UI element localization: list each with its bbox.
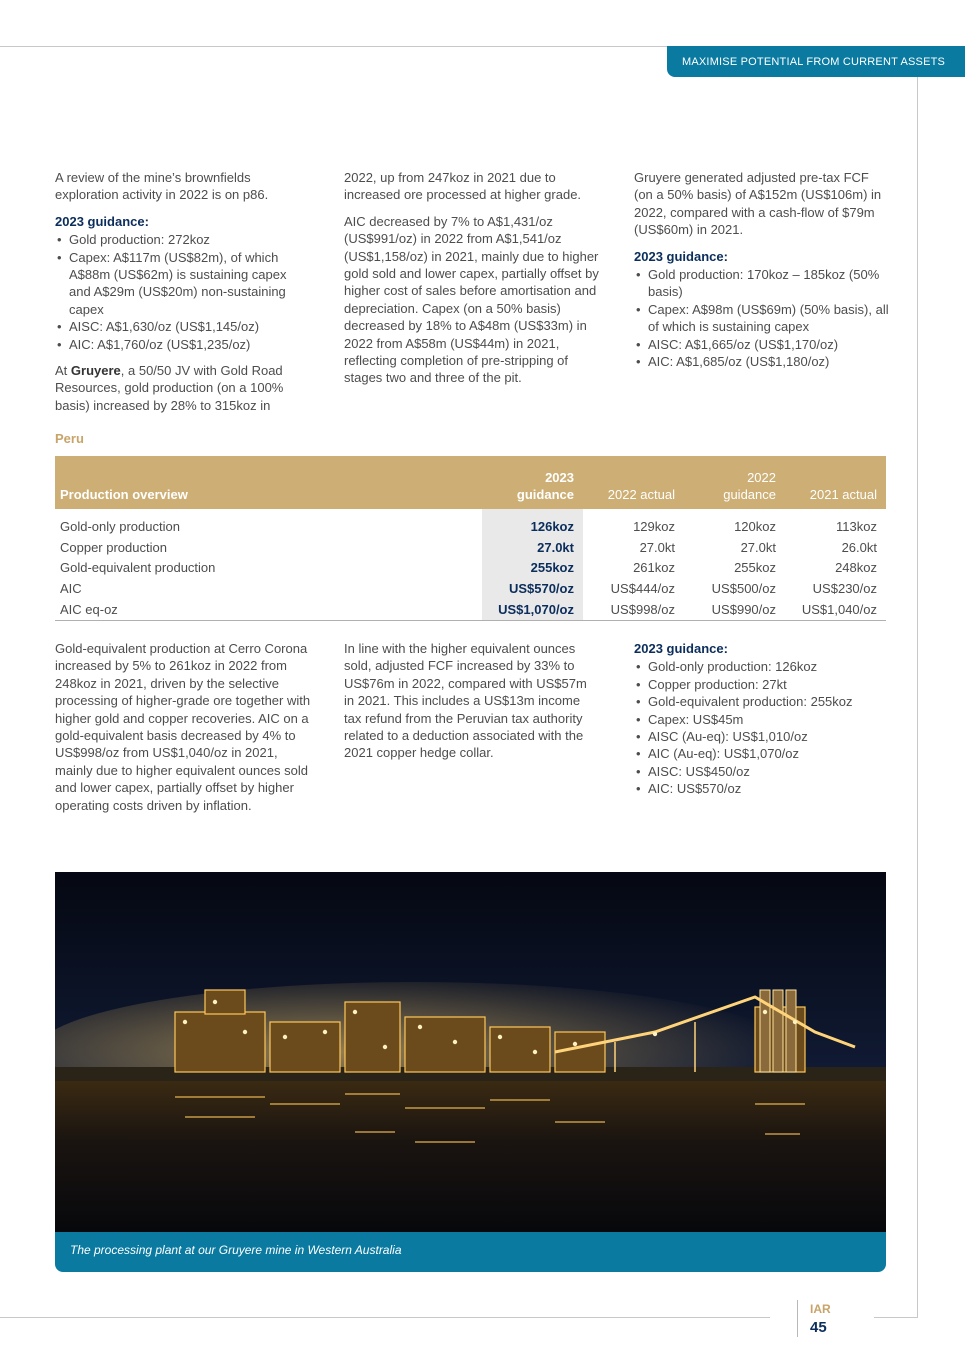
cell-2023-guidance: 126koz xyxy=(482,516,583,537)
page-number: 45 xyxy=(810,1319,827,1336)
header-2021-actual: 2021 actual xyxy=(785,456,886,509)
list-item: • Gold-equivalent production: 255koz xyxy=(634,693,889,710)
row-label: Gold-equivalent production xyxy=(60,560,216,576)
cell-2021-actual: 248koz xyxy=(835,560,877,576)
frame-right-rule xyxy=(917,46,918,1318)
table-row xyxy=(55,537,886,558)
paragraph xyxy=(55,362,310,414)
frame-bottom-rule xyxy=(0,1317,770,1318)
header-line: guidance xyxy=(516,487,574,502)
header-2022-guidance xyxy=(684,456,785,509)
list-item: • Gold production: 170koz – 185koz (50% basis) xyxy=(634,266,889,301)
folio-label: IAR xyxy=(810,1302,831,1316)
cell-2021-actual: US$230/oz xyxy=(812,581,877,597)
paragraph: Gruyere generated adjusted pre-tax FCF (on a 50% basis) of A$152m (US$106m) in 2022, compared with a cash-flow of $79m (US$60m) in 2021. xyxy=(634,170,882,238)
cell-2022-guidance: US$500/oz xyxy=(711,581,776,597)
guidance-list xyxy=(634,658,889,797)
header-line: 2022 xyxy=(747,470,776,485)
peru-column-1 xyxy=(55,640,313,823)
column-3 xyxy=(634,169,889,379)
production-table xyxy=(55,456,886,621)
header-line: guidance xyxy=(723,487,776,502)
header-line: 2023 xyxy=(545,470,574,485)
paragraph: 2022, up from 247koz in 2021 due to increased ore processed at higher grade. xyxy=(344,170,582,203)
guidance-heading: 2023 guidance: xyxy=(634,641,728,656)
list-item: • AIC: A$1,685/oz (US$1,180/oz) xyxy=(634,353,889,370)
cell-2022-guidance: 27.0kt xyxy=(740,539,776,555)
text: At xyxy=(55,363,71,379)
cell-2022-actual: US$998/oz xyxy=(583,599,684,620)
cell-2021-actual: 113koz xyxy=(836,518,877,534)
paragraph: In line with the higher equivalent ounces sold, adjusted FCF increased by 33% to US$76m in 2022, compared with US$57m in 2021. This includes a US$13m income tax refund from the Peruvian tax authority related to a deduction associated with the 2021 copper hedge collar. xyxy=(344,641,587,761)
cell-2021-actual: 26.0kt xyxy=(841,539,877,555)
row-label: Copper production xyxy=(60,539,167,555)
cell-2022-guidance: US$990/oz xyxy=(684,599,785,620)
guidance-list xyxy=(634,266,889,370)
cell-2022-actual: US$444/oz xyxy=(610,581,675,597)
cell-2023-guidance: 27.0kt xyxy=(482,537,583,558)
photo-caption: The processing plant at our Gruyere mine in Western Australia xyxy=(70,1243,402,1257)
row-label: AIC xyxy=(60,581,82,597)
list-item: • Capex: A$98m (US$69m) (50% basis), all of which is sustaining capex xyxy=(634,301,889,336)
list-item: • Copper production: 27kt xyxy=(634,676,889,693)
cell-2022-actual: 261koz xyxy=(633,560,675,576)
header-2022-actual: 2022 actual xyxy=(583,456,684,509)
paragraph: A review of the mine’s brownfields exploration activity in 2022 is on p86. xyxy=(55,170,269,203)
row-label: Gold-only production xyxy=(60,518,180,534)
column-2 xyxy=(344,169,599,396)
table-row xyxy=(55,516,886,537)
table-row xyxy=(55,578,886,599)
cell-2023-guidance: US$1,070/oz xyxy=(482,599,583,620)
table-row xyxy=(55,599,886,620)
cell-2022-actual: 129koz xyxy=(633,518,675,534)
table-row xyxy=(55,558,886,579)
list-item: • AISC: A$1,665/oz (US$1,170/oz) xyxy=(634,336,889,353)
cell-2023-guidance: 255koz xyxy=(482,558,583,579)
cell-2022-guidance: 255koz xyxy=(734,560,776,576)
cell-2022-actual: 27.0kt xyxy=(639,539,675,555)
list-item: • AIC: A$1,760/oz (US$1,235/oz) xyxy=(55,336,310,353)
header-production-overview: Production overview xyxy=(55,456,482,509)
folio-divider xyxy=(797,1300,798,1337)
guidance-heading: 2023 guidance: xyxy=(55,213,149,229)
list-item: • Capex: US$45m xyxy=(634,711,889,728)
list-item: • AIC: US$570/oz xyxy=(634,780,889,797)
paragraph: Gold-equivalent production at Cerro Corona increased by 5% to 261koz in 2022 from 248koz in 2021, driven by the selective processing of higher-grade ore together with higher gold and copper recoveries. AIC on a gold-equivalent basis decreased by 4% to US$998/oz from US$1,040/oz in 2021, mainly due to higher equivalent ounces sold and lower capex, partially offset by higher operating costs driven by inflation. xyxy=(55,641,311,813)
header-2023-guidance xyxy=(482,456,583,509)
processing-plant-photo xyxy=(55,872,886,1272)
list-item: • Gold production: 272koz xyxy=(55,231,310,248)
peru-heading: Peru xyxy=(55,431,84,446)
table-header-row xyxy=(55,456,886,509)
list-item: • AISC: US$450/oz xyxy=(634,763,889,780)
guidance-heading: 2023 guidance: xyxy=(634,248,728,264)
list-item: • AIC (Au-eq): US$1,070/oz xyxy=(634,745,889,762)
section-tab: MAXIMISE POTENTIAL FROM CURRENT ASSETS xyxy=(667,46,965,77)
cell-2021-actual: US$1,040/oz xyxy=(785,599,886,620)
guidance-list xyxy=(55,231,310,353)
peru-column-2 xyxy=(344,640,599,771)
gruyere-bold: Gruyere xyxy=(70,363,121,379)
list-item: • Gold-only production: 126koz xyxy=(634,658,889,675)
list-item: • Capex: A$117m (US$82m), of which A$88m (US$62m) is sustaining capex and A$29m (US$20m) non-sustaining capex xyxy=(55,249,310,319)
column-1 xyxy=(55,169,310,423)
frame-bottom-rule-right xyxy=(874,1317,918,1318)
paragraph: AIC decreased by 7% to A$1,431/oz (US$991/oz) in 2022 from A$1,541/oz (US$1,158/oz) in 2021, mainly due to higher gold sold and lower capex, partially offset by higher cost of sales before amortisation and depreciation. Capex (on a 50% basis) decreased by 18% to A$48m (US$33m) in 2022 from A$58m (US$44m) in 2021, reflecting completion of pre-stripping of stages two and three of the pit. xyxy=(344,213,599,386)
night-plant-illustration xyxy=(55,872,886,1232)
list-item: • AISC: A$1,630/oz (US$1,145/oz) xyxy=(55,318,310,335)
row-label: AIC eq-oz xyxy=(55,599,482,620)
cell-2022-guidance: 120koz xyxy=(734,518,776,534)
text: , a 50/50 JV with Gold Road Resources, gold production (on a 100% basis) increased by 28% to 315koz in xyxy=(55,363,284,413)
cell-2023-guidance: US$570/oz xyxy=(482,578,583,599)
list-item: • AISC (Au-eq): US$1,010/oz xyxy=(634,728,889,745)
peru-column-3 xyxy=(634,640,889,807)
